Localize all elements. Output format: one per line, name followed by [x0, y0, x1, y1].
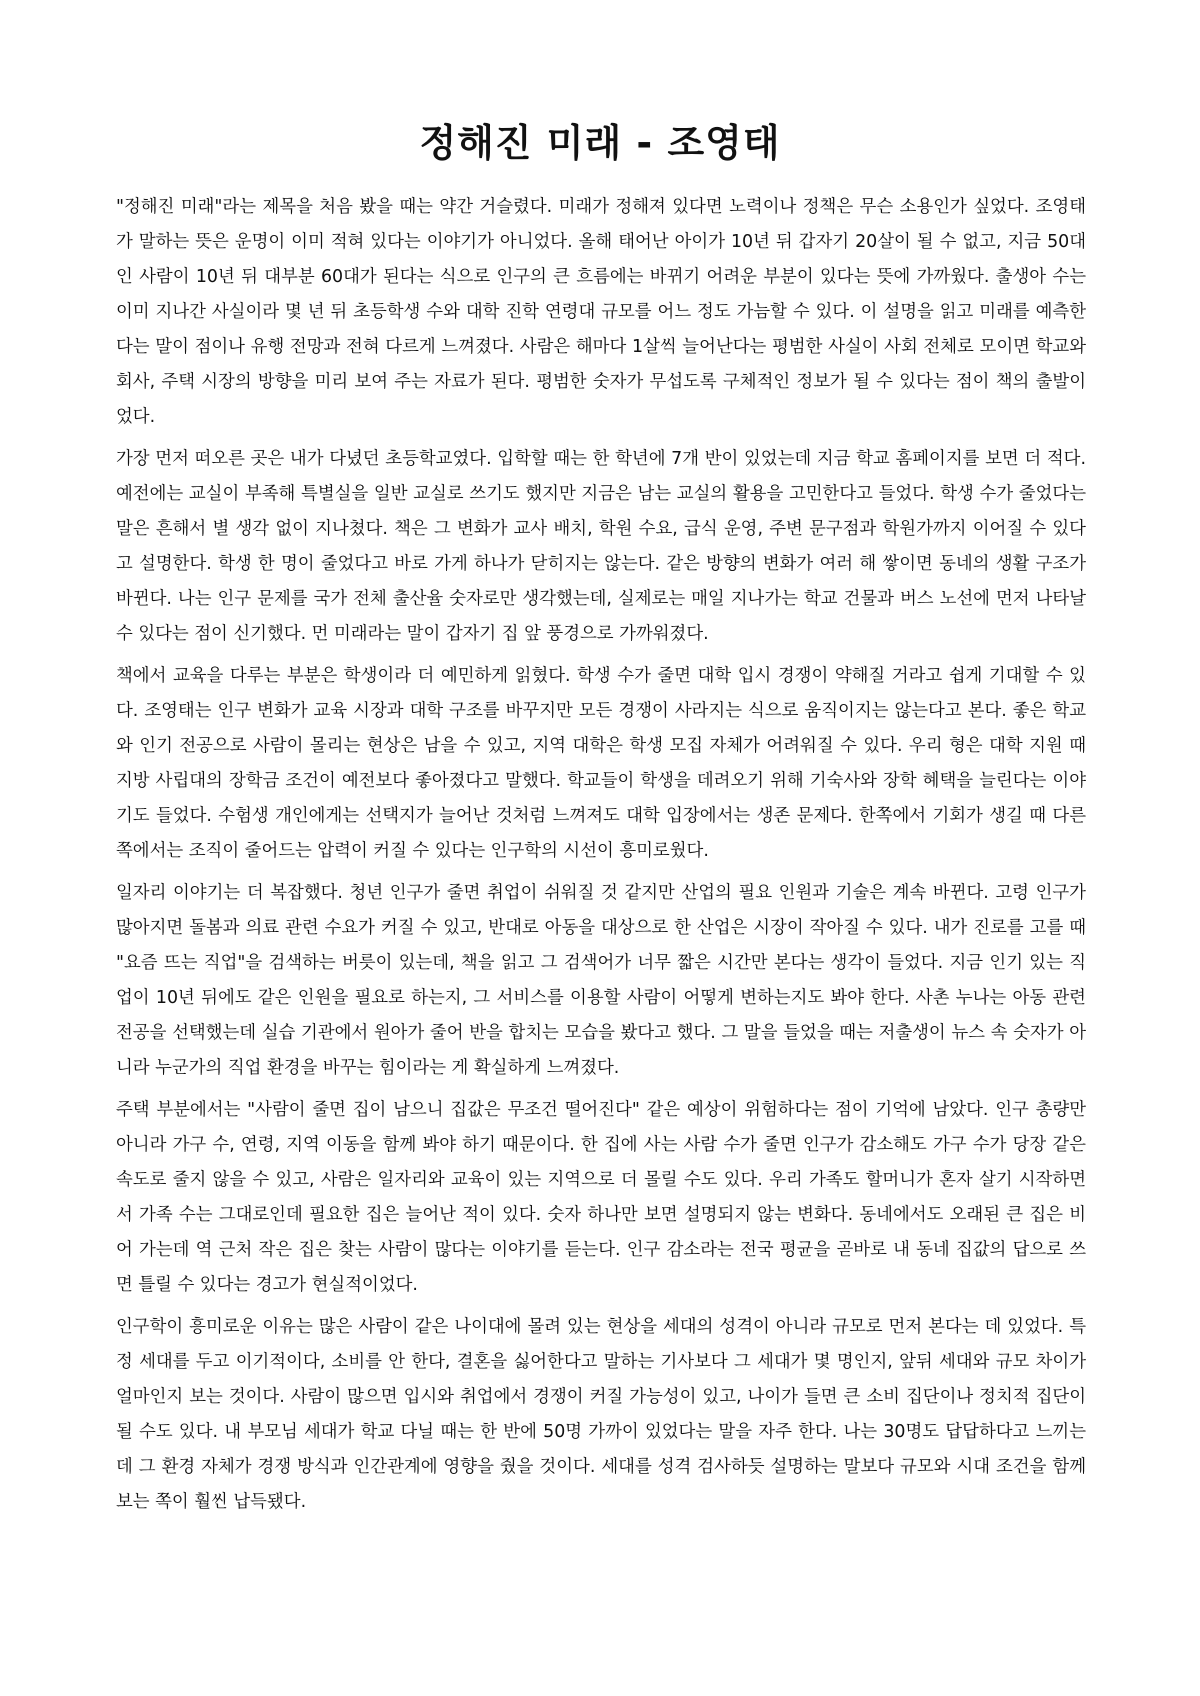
document-body	[116, 190, 1086, 1527]
paragraph-intro: "정해진 미래"라는 제목을 처음 봤을 때는 약간 거슬렸다. 미래가 정해져 있다면 노력이나 정책은 무슨 소용인가 싶었다. 조영태가 말하는 뜻은 운명이 이미 적혀 있다는 이야기가 아니었다. 올해 태어난 아이가 10년 뒤 갑자기 20살이 될 수 없고, 지금 50대인 사람이 10년 뒤 대부분 60대가 된다는 식으로 인구의 큰 흐름에는 바뀌기 어려운 부분이 있다는 뜻에 가까웠다. 출생아 수는 이미 지나간 사실이라 몇 년 뒤 초등학생 수와 대학 진학 연령대 규모를 어느 정도 가늠할 수 있다. 이 설명을 읽고 미래를 예측한다는 말이 점이나 유행 전망과 전혀 다르게 느껴졌다. 사람은 해마다 1살씩 늘어난다는 평범한 사실이 사회 전체로 모이면 학교와 회사, 주택 시장의 방향을 미리 보여 주는 자료가 된다. 평범한 숫자가 무섭도록 구체적인 정보가 될 수 있다는 점이 책의 출발이었다.	[116, 197, 1086, 427]
paragraph-jobs: 일자리 이야기는 더 복잡했다. 청년 인구가 줄면 취업이 쉬워질 것 같지만 산업의 필요 인원과 기술은 계속 바뀐다. 고령 인구가 많아지면 돌봄과 의료 관련 수요가 커질 수 있고, 반대로 아동을 대상으로 한 산업은 시장이 작아질 수 있다. 내가 진로를 고를 때 "요즘 뜨는 직업"을 검색하는 버릇이 있는데, 책을 읽고 그 검색어가 너무 짧은 시간만 본다는 생각이 들었다. 지금 인기 있는 직업이 10년 뒤에도 같은 인원을 필요로 하는지, 그 서비스를 이용할 사람이 어떻게 변하는지도 봐야 한다. 사촌 누나는 아동 관련 전공을 선택했는데 실습 기관에서 원아가 줄어 반을 합치는 모습을 봤다고 했다. 그 말을 들었을 때는 저출생이 뉴스 속 숫자가 아니라 누군가의 직업 환경을 바꾸는 힘이라는 게 확실하게 느껴졌다.	[116, 883, 1086, 1078]
paragraph-housing: 주택 부분에서는 "사람이 줄면 집이 남으니 집값은 무조건 떨어진다" 같은 예상이 위험하다는 점이 기억에 남았다. 인구 총량만 아니라 가구 수, 연령, 지역 이동을 함께 봐야 하기 때문이다. 한 집에 사는 사람 수가 줄면 인구가 감소해도 가구 수가 당장 같은 속도로 줄지 않을 수 있고, 사람은 일자리와 교육이 있는 지역으로 더 몰릴 수도 있다. 우리 가족도 할머니가 혼자 살기 시작하면서 가족 수는 그대로인데 필요한 집은 늘어난 적이 있다. 숫자 하나만 보면 설명되지 않는 변화다. 동네에서도 오래된 큰 집은 비어 가는데 역 근처 작은 집은 찾는 사람이 많다는 이야기를 듣는다. 인구 감소라는 전국 평균을 곧바로 내 동네 집값의 답으로 쓰면 틀릴 수 있다는 경고가 현실적이었다.	[116, 1100, 1086, 1295]
document-title: 정해진 미래 - 조영태	[419, 121, 781, 165]
paragraph-generations: 인구학이 흥미로운 이유는 많은 사람이 같은 나이대에 몰려 있는 현상을 세대의 성격이 아니라 규모로 먼저 본다는 데 있었다. 특정 세대를 두고 이기적이다, 소비를 안 한다, 결혼을 싫어한다고 말하는 기사보다 그 세대가 몇 명인지, 앞뒤 세대와 규모 차이가 얼마인지 보는 것이다. 사람이 많으면 입시와 취업에서 경쟁이 커질 가능성이 있고, 나이가 들면 큰 소비 집단이나 정치적 집단이 될 수도 있다. 내 부모님 세대가 학교 다닐 때는 한 반에 50명 가까이 있었다는 말을 자주 한다. 나는 30명도 답답하다고 느끼는데 그 환경 자체가 경쟁 방식과 인간관계에 영향을 줬을 것이다. 세대를 성격 검사하듯 설명하는 말보다 규모와 시대 조건을 함께 보는 쪽이 훨씬 납득됐다.	[116, 1317, 1086, 1512]
paragraph-elementary-school: 가장 먼저 떠오른 곳은 내가 다녔던 초등학교였다. 입학할 때는 한 학년에 7개 반이 있었는데 지금 학교 홈페이지를 보면 더 적다. 예전에는 교실이 부족해 특별실을 일반 교실로 쓰기도 했지만 지금은 남는 교실의 활용을 고민한다고 들었다. 학생 수가 줄었다는 말은 흔해서 별 생각 없이 지나쳤다. 책은 그 변화가 교사 배치, 학원 수요, 급식 운영, 주변 문구점과 학원가까지 이어질 수 있다고 설명한다. 학생 한 명이 줄었다고 바로 가게 하나가 닫히지는 않는다. 같은 방향의 변화가 여러 해 쌓이면 동네의 생활 구조가 바뀐다. 나는 인구 문제를 국가 전체 출산율 숫자로만 생각했는데, 실제로는 매일 지나가는 학교 건물과 버스 노선에 먼저 나타날 수 있다는 점이 신기했다. 먼 미래라는 말이 갑자기 집 앞 풍경으로 가까워졌다.	[116, 449, 1086, 644]
paragraph-education: 책에서 교육을 다루는 부분은 학생이라 더 예민하게 읽혔다. 학생 수가 줄면 대학 입시 경쟁이 약해질 거라고 쉽게 기대할 수 있다. 조영태는 인구 변화가 교육 시장과 대학 구조를 바꾸지만 모든 경쟁이 사라지는 식으로 움직이지는 않는다고 본다. 좋은 학교와 인기 전공으로 사람이 몰리는 현상은 남을 수 있고, 지역 대학은 학생 모집 자체가 어려워질 수 있다. 우리 형은 대학 지원 때 지방 사립대의 장학금 조건이 예전보다 좋아졌다고 말했다. 학교들이 학생을 데려오기 위해 기숙사와 장학 혜택을 늘린다는 이야기도 들었다. 수험생 개인에게는 선택지가 늘어난 것처럼 느껴져도 대학 입장에서는 생존 문제다. 한쪽에서 기회가 생길 때 다른 쪽에서는 조직이 줄어드는 압력이 커질 수 있다는 인구학의 시선이 흥미로웠다.	[116, 666, 1086, 861]
